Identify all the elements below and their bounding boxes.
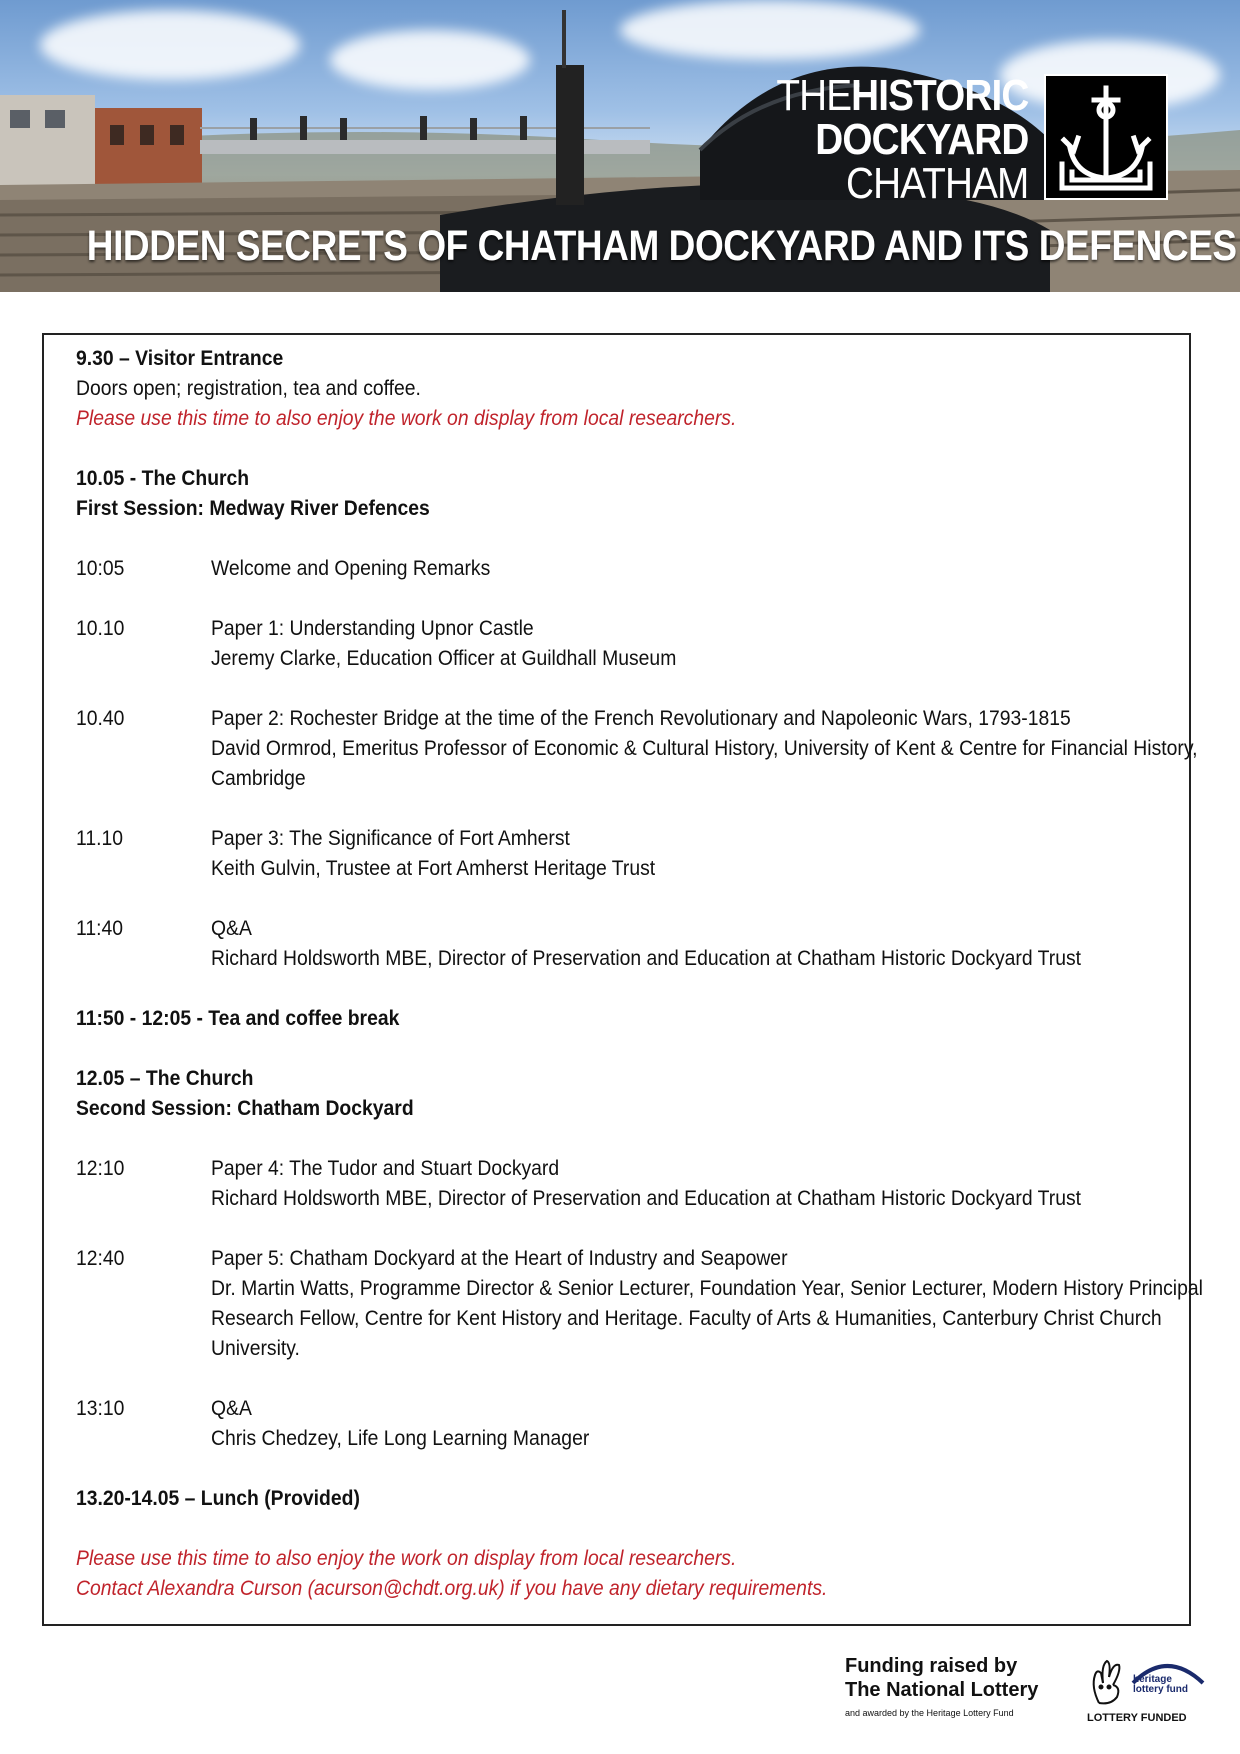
item-time: 13:10 bbox=[76, 1396, 125, 1420]
item-time: 12:10 bbox=[76, 1156, 125, 1180]
schedule-item bbox=[76, 913, 1220, 973]
schedule-item bbox=[76, 613, 1220, 673]
hero-banner bbox=[0, 0, 1240, 292]
logo-the: THE bbox=[775, 71, 851, 120]
item-speaker: Keith Gulvin, Trustee at Fort Amherst Heritage Trust bbox=[211, 856, 656, 880]
hlf-line-2: lottery fund bbox=[1133, 1684, 1188, 1695]
arrival-note: Please use this time to also enjoy the work on display from local researchers. bbox=[76, 406, 737, 430]
event-title: HIDDEN SECRETS OF CHATHAM DOCKYARD AND ITS DEFENCES bbox=[86, 222, 1237, 270]
anchor-icon bbox=[1046, 76, 1166, 198]
arrival-line: Doors open; registration, tea and coffee. bbox=[76, 376, 421, 400]
break-line: 11:50 - 12:05 - Tea and coffee break bbox=[76, 1006, 400, 1030]
item-title: Paper 4: The Tudor and Stuart Dockyard bbox=[211, 1156, 560, 1180]
item-time: 12:40 bbox=[76, 1246, 125, 1270]
logo-chatham: CHATHAM bbox=[845, 159, 1028, 208]
anchor-badge bbox=[1044, 74, 1168, 200]
item-speaker: Chris Chedzey, Life Long Learning Manager bbox=[211, 1426, 590, 1450]
historic-dockyard-logo bbox=[775, 71, 1168, 208]
funding-footer bbox=[845, 1655, 1205, 1735]
session1-subheading: First Session: Medway River Defences bbox=[76, 496, 430, 520]
item-title: Q&A bbox=[211, 916, 252, 940]
session1-heading: 10.05 - The Church bbox=[76, 466, 250, 490]
funding-line-1: Funding raised by bbox=[845, 1655, 1018, 1677]
item-title: Paper 1: Understanding Upnor Castle bbox=[211, 616, 534, 640]
item-title: Paper 5: Chatham Dockyard at the Heart of Industry and Seapower bbox=[211, 1246, 788, 1270]
hlf-logo-text bbox=[1133, 1675, 1188, 1695]
schedule-item bbox=[76, 823, 1220, 883]
item-speaker: Dr. Martin Watts, Programme Director & Senior Lecturer, Foundation Year, Senior Lecturer, Modern History Principal Research Fellow, Centre for Kent History and Heritage. Faculty of Arts & Humanities, Canterbury Christ Church University. bbox=[211, 1276, 1203, 1360]
item-speaker: Richard Holdsworth MBE, Director of Preservation and Education at Chatham Historic Dockyard Trust bbox=[211, 946, 1082, 970]
logo-dockyard: DOCKYARD bbox=[814, 115, 1028, 164]
schedule-item bbox=[76, 553, 1220, 583]
item-title: Paper 3: The Significance of Fort Amherst bbox=[211, 826, 570, 850]
funding-line-2: The National Lottery bbox=[845, 1679, 1039, 1701]
hlf-line-1: heritage bbox=[1133, 1674, 1172, 1685]
item-speaker: Richard Holdsworth MBE, Director of Preservation and Education at Chatham Historic Dockyard Trust bbox=[211, 1186, 1082, 1210]
schedule-item bbox=[76, 703, 1220, 793]
programme-content bbox=[76, 343, 1220, 1603]
programme-box bbox=[42, 333, 1203, 1626]
crossed-fingers-icon bbox=[1087, 1657, 1127, 1707]
session2-heading: 12.05 – The Church bbox=[76, 1066, 254, 1090]
lottery-funded-label: LOTTERY FUNDED bbox=[1087, 1712, 1187, 1724]
schedule-item bbox=[76, 1393, 1220, 1453]
arrival-heading: 9.30 – Visitor Entrance bbox=[76, 346, 284, 370]
item-time: 10.10 bbox=[76, 616, 125, 640]
item-time: 11:40 bbox=[76, 916, 123, 940]
lunch-line: 13.20-14.05 – Lunch (Provided) bbox=[76, 1486, 360, 1510]
item-time: 10.40 bbox=[76, 706, 125, 730]
funding-small-print: and awarded by the Heritage Lottery Fund bbox=[845, 1708, 1014, 1718]
schedule-item bbox=[76, 1153, 1220, 1213]
logo-historic: HISTORIC bbox=[850, 71, 1028, 120]
session2-subheading: Second Session: Chatham Dockyard bbox=[76, 1096, 414, 1120]
item-title: Paper 2: Rochester Bridge at the time of the French Revolutionary and Napoleonic Wars, 1793-1815 bbox=[211, 706, 1071, 730]
item-title: Welcome and Opening Remarks bbox=[211, 556, 491, 580]
item-title: Q&A bbox=[211, 1396, 252, 1420]
logo-wordmark bbox=[742, 71, 1028, 208]
item-speaker: David Ormrod, Emeritus Professor of Economic & Cultural History, University of Kent & Centre for Financial History, Cambridge bbox=[211, 736, 1198, 790]
item-time: 10:05 bbox=[76, 556, 125, 580]
dietary-note: Contact Alexandra Curson (acurson@chdt.org.uk) if you have any dietary requirements. bbox=[76, 1576, 828, 1600]
item-time: 11.10 bbox=[76, 826, 123, 850]
closing-note: Please use this time to also enjoy the work on display from local researchers. bbox=[76, 1546, 737, 1570]
schedule-item bbox=[76, 1243, 1220, 1363]
item-speaker: Jeremy Clarke, Education Officer at Guildhall Museum bbox=[211, 646, 677, 670]
